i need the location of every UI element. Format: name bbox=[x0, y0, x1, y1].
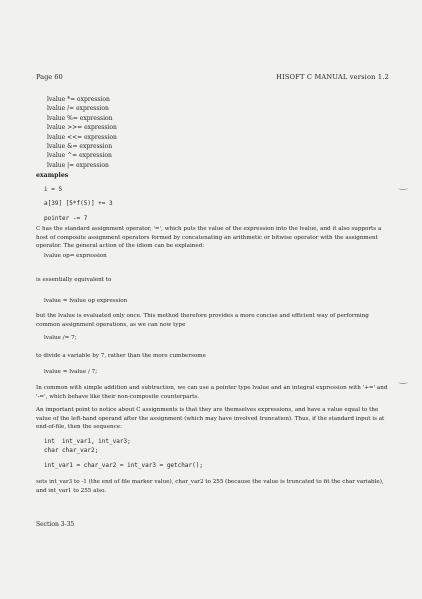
idiom-line: lvalue = lvalue / 7; bbox=[44, 369, 98, 375]
operator-item: lvalue |= expression bbox=[47, 161, 109, 169]
code-line: int int_var1, int_var3; bbox=[44, 438, 131, 445]
paragraph: C has the standard assignment operator, '=', which puts the value of the expression into the lvalue, and it also supports a host of composite assignment operators formed by concatenating an arithmetic or bitwise operator with the assignment operator. The general action of the idiom can be explained: bbox=[36, 226, 382, 250]
operator-item: lvalue ^= expression bbox=[47, 152, 112, 160]
code-line: int_var1 = char_var2 = int_var3 = getchar(); bbox=[44, 462, 203, 469]
operator-item: lvalue *= expression bbox=[47, 96, 110, 103]
examples-heading: examples bbox=[36, 172, 69, 179]
operator-item: lvalue /= expression bbox=[47, 105, 109, 113]
operator-item: lvalue <<= expression bbox=[47, 133, 117, 141]
paragraph: sets int_var3 to -1 (the end of file marker value), char_var2 to 255 (because the value is truncated to fit the char variable), and int_var1 to 255 also. bbox=[36, 479, 384, 494]
operator-item: lvalue %= expression bbox=[47, 114, 113, 122]
manual-title: HISOFT C MANUAL version 1.2 bbox=[276, 73, 389, 81]
operator-item: lvalue &= expression bbox=[47, 143, 113, 151]
margin-mark bbox=[398, 186, 408, 190]
idiom-line: lvalue = lvalue op expression bbox=[44, 298, 128, 304]
example-line: a[39] [5*f(5)] += 3 bbox=[44, 200, 113, 207]
operator-item: lvalue >>= expression bbox=[47, 124, 117, 132]
paragraph: to divide a variable by 7, rather than the more cumbersome bbox=[36, 353, 206, 359]
margin-mark bbox=[398, 380, 408, 384]
idiom-line: lvalue /= 7; bbox=[44, 335, 77, 341]
example-line: pointer -= 7 bbox=[44, 215, 88, 222]
section-footer: Section 3-35 bbox=[36, 521, 75, 528]
paragraph: An important point to notice about C assignments is that they are themselves expressions, and have a value equal to the value of the left-hand operand after the assignment (which may have involved truncation). Thus, if the standard input is at end-of-file, then the sequence: bbox=[36, 407, 385, 431]
paragraph: is essentially equivalent to bbox=[36, 277, 112, 283]
code-line: char char_var2; bbox=[44, 447, 99, 454]
idiom-line: lvalue op= expression bbox=[44, 253, 107, 259]
example-line: i = 5 bbox=[44, 186, 63, 193]
operator-list bbox=[47, 95, 117, 170]
paragraph: In common with simple addition and subtraction, we can use a pointer type lvalue and an integral expression with '+=' and '-=', which behave like their non-composite counterparts. bbox=[36, 385, 388, 400]
page-number: Page 60 bbox=[36, 73, 63, 81]
paragraph: but the lvalue is evaluated only once. This method therefore provides a more concise and efficient way of performing common assignment operations, as we can now type bbox=[36, 313, 369, 328]
